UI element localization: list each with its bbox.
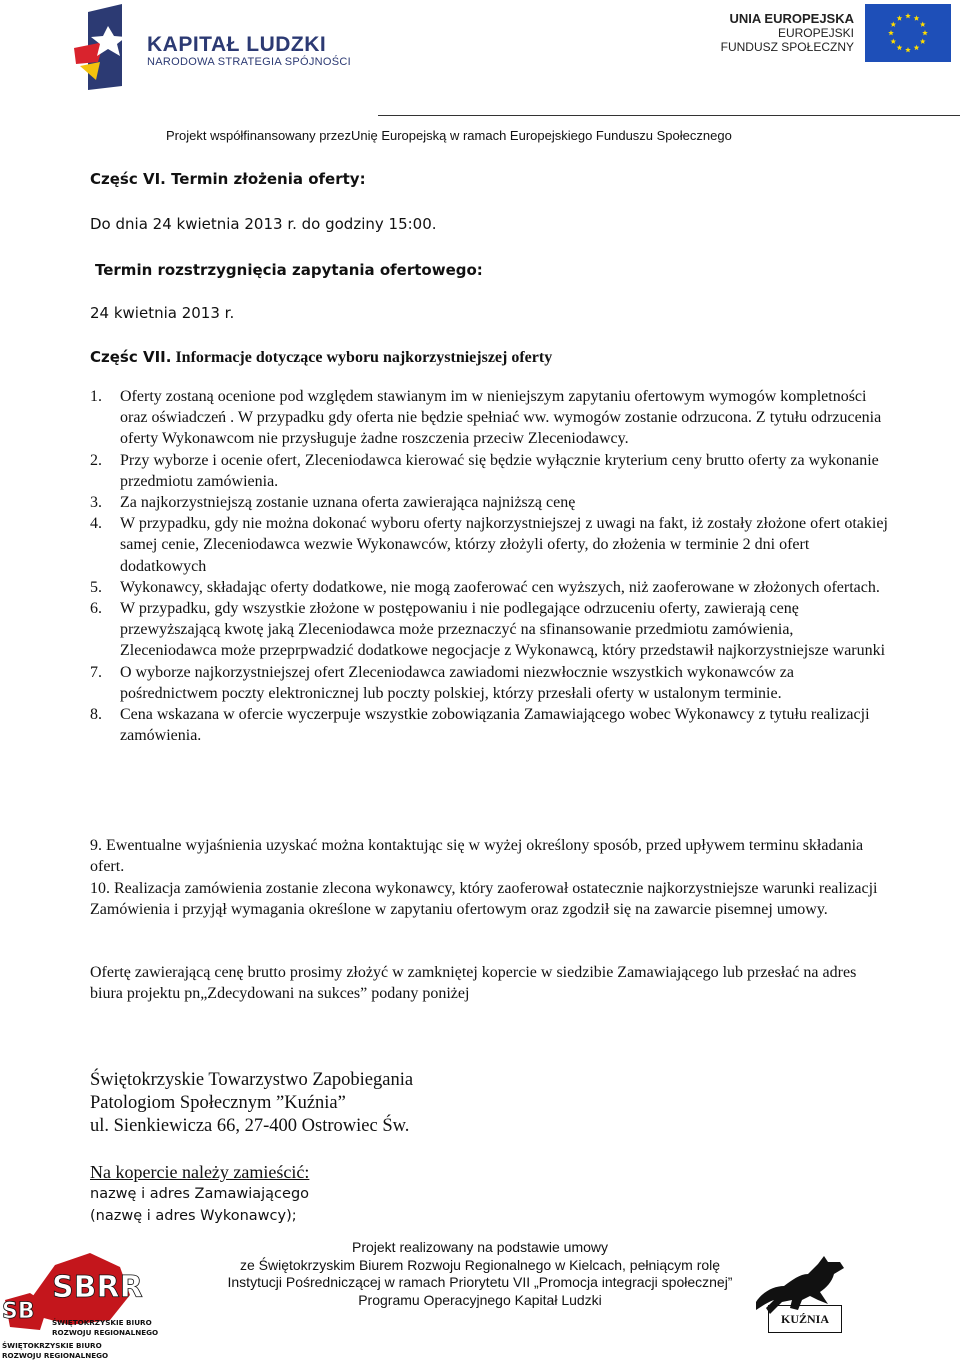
list-item: [90, 662, 890, 704]
address-line-2: Patologiom Społecznym ”Kuźnia”: [90, 1093, 346, 1113]
footer-line-2: ze Świętokrzyskim Biurem Rozwoju Regionalnego w Kielcach, pełniącym rolę: [239, 1256, 721, 1273]
eu-flag-icon: [865, 4, 951, 62]
closing-paragraph: Ofertę zawierającą cenę brutto prosimy złożyć w zamkniętej kopercie w siedzibie Zamawiającego lub przesłać na adres biura projektu pn„Zdecydowani na sukces” podany poniżej: [90, 964, 857, 1003]
sbrr-name-line-2-small: ROZWOJU REGIONALNEGO: [2, 1351, 109, 1360]
list-item: [90, 598, 890, 662]
sbrr-name-line-2: ROZWOJU REGIONALNEGO: [52, 1328, 159, 1337]
list-item: [90, 513, 890, 577]
footer-note: [180, 1239, 780, 1309]
kapital-ludzki-subtitle: NARODOWA STRATEGIA SPÓJNOŚCI: [147, 56, 351, 68]
address-block: [90, 1069, 413, 1138]
submission-deadline: Do dnia 24 kwietnia 2013 r. do godziny 15:00.: [90, 215, 437, 233]
list-item-text: W przypadku, gdy nie można dokonać wyboru oferty najkorzystniejszej z uwagi na fakt, iż zostały złożone ofert otakiej samej cenie, Zleceniodawca wezwie Wykonawców, którzy złożyli oferty, do złożenia w terminie 2 dni ofert dodatkowych: [120, 515, 888, 575]
list-item: [90, 704, 890, 746]
cofinancing-note: Projekt współfinansowany przezUnię Europejską w ramach Europejskiego Funduszu Społecznego: [166, 128, 732, 143]
eu-line-1: UNIA EUROPEJSKA: [729, 11, 854, 26]
eu-line-3: FUNDUSZ SPOŁECZNY: [720, 40, 854, 54]
list-item-text: O wyborze najkorzystniejszej ofert Zleceniodawca zawiadomi niezwłocznie wszystkich wykonawców za pośrednictwem poczty elektronicznej lub poczty polskiej, którzy przesłali oferty w ustalonym terminie.: [120, 663, 794, 702]
sbrr-logo: [0, 1245, 165, 1360]
section-6-heading: Częśc VI. Termin złożenia oferty:: [90, 170, 366, 188]
footer-line-4: Programu Operacyjnego Kapitał Ludzki: [358, 1291, 602, 1308]
section-7-prefix: Częśc VII.: [90, 348, 172, 366]
footer-line-1: Projekt realizowany na podstawie umowy: [351, 1239, 608, 1255]
list-item-text: Cena wskazana w ofercie wyczerpuje wszystkie zobowiązania Zamawiającego wobec Wykonawcy z tytułu realizacji zamówienia.: [120, 706, 870, 745]
envelope-line-1: nazwę i adres Zamawiającego: [90, 1186, 310, 1202]
list-item-number: 6.: [90, 600, 102, 618]
section-7-title: Informacje dotyczące wyboru najkorzystniejszej oferty: [171, 349, 553, 366]
sbrr-name-line-1: ŚWIĘTOKRZYSKIE BIURO: [52, 1318, 152, 1327]
envelope-line-2: (nazwę i adres Wykonawcy);: [90, 1208, 297, 1224]
kapital-ludzki-title: KAPITAŁ LUDZKI: [147, 33, 327, 56]
list-item-text: Przy wyborze i ocenie ofert, Zleceniodawca kierować się będzie wyłącznie kryterium ceny brutto oferty za wykonanie przedmiotu zamówienia.: [120, 451, 879, 490]
sbrr-name-line-1-small: ŚWIĘTOKRZYSKIE BIURO: [2, 1341, 102, 1350]
address-line-3: ul. Sienkiewicza 66, 27-400 Ostrowiec Św.: [90, 1116, 410, 1136]
kuznia-label: KUŹNIA: [768, 1305, 842, 1333]
list-item: [90, 577, 890, 598]
sbrr-short: SB: [2, 1299, 35, 1324]
criteria-list: [90, 386, 890, 746]
list-item-text: Wykonawcy, składając oferty dodatkowe, nie mogą zaoferować cen wyższych, niż zaoferowane w złożonych ofertach.: [120, 578, 880, 596]
list-item: [90, 450, 890, 492]
list-item-text: Oferty zostaną ocenione pod względem stawianym im w nieniejszym zapytaniu ofertowym wymogów kompletności oraz oświadczeń . W przypadku gdy oferta nie będzie spełniać ww. wymogów zostanie odrzucona. Z tytułu odrzucenia oferty Wykonawcom nie przysługuje żadne roszczenia przeciw Zleceniodawcy.: [120, 388, 882, 448]
eu-line-2: EUROPEJSKI: [777, 26, 854, 40]
eu-caption: [721, 12, 854, 54]
envelope-heading: Na kopercie należy zamieścić:: [90, 1162, 310, 1182]
item-10-text: 10. Realizacja zamówienia zostanie zlecona wykonawcy, który zaoferował ostatecznie najkorzystniejsze warunki realizacji Zamówienia i przyjął wymagania określone w zapytaniu ofertowym oraz zgodził się na zawarcie pisemnej umowy.: [90, 880, 878, 919]
list-item-number: 4.: [90, 515, 102, 533]
list-item-number: 1.: [90, 388, 102, 405]
sbrr-acronym: SBRR: [52, 1270, 143, 1305]
header-divider: [378, 115, 960, 116]
list-item: [90, 492, 890, 513]
footer-line-3: Instytucji Pośredniczącej w ramach Priorytetu VII „Promocja integracji społecznej”: [227, 1274, 733, 1290]
list-item-text: Za najkorzystniejszą zostanie uznana oferta zawierająca najniższą cenę: [120, 494, 576, 512]
list-item: [90, 386, 890, 450]
list-item-number: 5.: [90, 578, 102, 596]
list-item-number: 2.: [90, 451, 102, 469]
list-item-number: 7.: [90, 663, 102, 681]
list-item-number: 8.: [90, 706, 102, 724]
item-9-text: 9. Ewentualne wyjaśnienia uzyskać można kontaktując się w wyżej określony sposób, przed upływem terminu składania ofert.: [90, 837, 864, 876]
address-line-1: Świętokrzyskie Towarzystwo Zapobiegania: [90, 1070, 414, 1090]
list-item-number: 3.: [90, 494, 102, 512]
section-7-heading: [90, 348, 552, 367]
resolution-heading: Termin rozstrzygnięcia zapytania ofertowego:: [95, 261, 483, 279]
resolution-date: 24 kwietnia 2013 r.: [90, 304, 235, 322]
list-item-text: W przypadku, gdy wszystkie złożone w postępowaniu i nie podlegające odrzuceniu oferty, zawierają cenę przewyższającą kwotę jaką Zleceniodawca może przeznaczyć na sfinansowanie przedmiotu zamówienia, Zleceniodawca może przeprpwadzić dodatkowe negocjacje z Wykonawcą, który przedstawił najkorzystniejsze warunki: [120, 600, 886, 660]
